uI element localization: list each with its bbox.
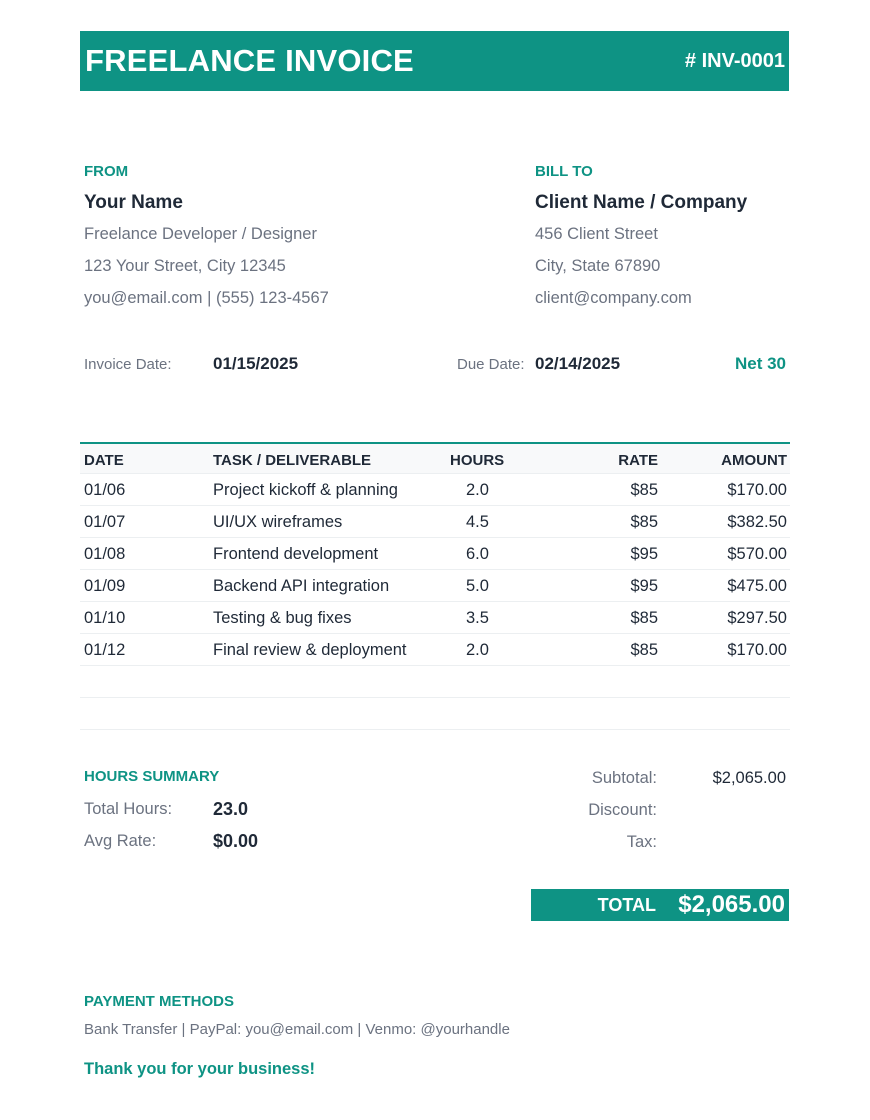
from-section (84, 163, 329, 319)
hours-summary (84, 768, 344, 862)
from-name: Your Name (84, 192, 183, 213)
from-title: Freelance Developer / Designer (84, 225, 317, 243)
row-rate: $95 (630, 577, 658, 595)
table-row (80, 538, 790, 570)
bill-to-section (535, 163, 747, 319)
total-hours-label: Total Hours: (84, 800, 173, 818)
client-city: City, State 67890 (535, 257, 661, 275)
column-header-date: DATE (84, 452, 124, 469)
dates-row (0, 353, 870, 377)
tax-label: Tax: (626, 833, 657, 851)
client-street: 456 Client Street (535, 225, 658, 243)
table-row (80, 570, 790, 602)
row-hours: 4.5 (466, 513, 489, 531)
row-rate: $85 (630, 481, 658, 499)
client-name: Client Name / Company (535, 192, 748, 213)
row-hours: 2.0 (466, 641, 489, 659)
row-task: Final review & deployment (213, 641, 407, 659)
table-row (80, 602, 790, 634)
row-date: 01/07 (84, 513, 126, 531)
due-date-label: Due Date: (457, 356, 525, 373)
row-amount: $475.00 (727, 577, 787, 595)
table-row-empty (80, 698, 790, 730)
row-date: 01/10 (84, 609, 126, 627)
payment-terms: Net 30 (734, 354, 786, 373)
row-rate: $85 (630, 609, 658, 627)
invoice-header-bar (80, 31, 789, 91)
tax-row (520, 832, 790, 864)
row-amount: $170.00 (727, 481, 787, 499)
row-amount: $170.00 (727, 641, 787, 659)
totals-section (520, 768, 790, 864)
subtotal-row (520, 768, 790, 800)
hours-summary-label: HOURS SUMMARY (84, 768, 220, 785)
row-rate: $85 (630, 641, 658, 659)
column-header-hours: HOURS (450, 452, 505, 469)
row-amount: $382.50 (727, 513, 787, 531)
client-email: client@company.com (535, 289, 692, 307)
row-task: Frontend development (213, 545, 379, 563)
from-contact: you@email.com | (555) 123-4567 (84, 289, 329, 307)
line-items-table (80, 442, 790, 730)
due-date-value: 02/14/2025 (535, 354, 621, 373)
payment-methods-text: Bank Transfer | PayPal: you@email.com | Venmo: @yourhandle (84, 1021, 510, 1038)
from-address: 123 Your Street, City 12345 (84, 257, 286, 275)
row-amount: $570.00 (727, 545, 787, 563)
payment-methods-section (84, 993, 510, 1038)
table-row (80, 474, 790, 506)
discount-label: Discount: (588, 801, 657, 819)
column-header-amount: AMOUNT (721, 452, 787, 469)
table-row-empty (80, 666, 790, 698)
total-value: $2,065.00 (678, 891, 785, 918)
subtotal-value: $2,065.00 (712, 769, 786, 787)
invoice-date-label: Invoice Date: (84, 356, 172, 373)
table-row (80, 506, 790, 538)
invoice-date-value: 01/15/2025 (213, 354, 299, 373)
row-task: Project kickoff & planning (213, 481, 398, 499)
row-hours: 5.0 (466, 577, 489, 595)
bill-to-label: BILL TO (535, 163, 593, 180)
row-task: Backend API integration (213, 577, 390, 595)
thank-you-message: Thank you for your business! (84, 1060, 316, 1078)
avg-rate-label: Avg Rate: (84, 832, 157, 850)
row-amount: $297.50 (727, 609, 787, 627)
subtotal-label: Subtotal: (591, 769, 657, 787)
from-label: FROM (84, 163, 129, 180)
total-hours-row (84, 798, 344, 830)
total-hours-value: 23.0 (213, 799, 249, 819)
grand-total-bar (531, 889, 789, 921)
table-header (80, 442, 790, 474)
column-header-task: TASK / DELIVERABLE (213, 452, 372, 469)
discount-row (520, 800, 790, 832)
total-label: TOTAL (597, 895, 656, 915)
row-date: 01/06 (84, 481, 126, 499)
avg-rate-row (84, 830, 344, 862)
row-rate: $85 (630, 513, 658, 531)
invoice-number: # INV-0001 (684, 50, 785, 72)
row-date: 01/12 (84, 641, 126, 659)
avg-rate-value: $0.00 (213, 831, 259, 851)
column-header-rate: RATE (618, 452, 658, 469)
row-date: 01/08 (84, 545, 126, 563)
row-date: 01/09 (84, 577, 126, 595)
row-task: UI/UX wireframes (213, 513, 343, 531)
row-hours: 6.0 (466, 545, 489, 563)
row-task: Testing & bug fixes (213, 609, 352, 627)
row-hours: 3.5 (466, 609, 489, 627)
payment-methods-label: PAYMENT METHODS (84, 993, 235, 1010)
row-rate: $95 (630, 545, 658, 563)
table-row (80, 634, 790, 666)
row-hours: 2.0 (466, 481, 489, 499)
invoice-title: FREELANCE INVOICE (85, 43, 414, 78)
